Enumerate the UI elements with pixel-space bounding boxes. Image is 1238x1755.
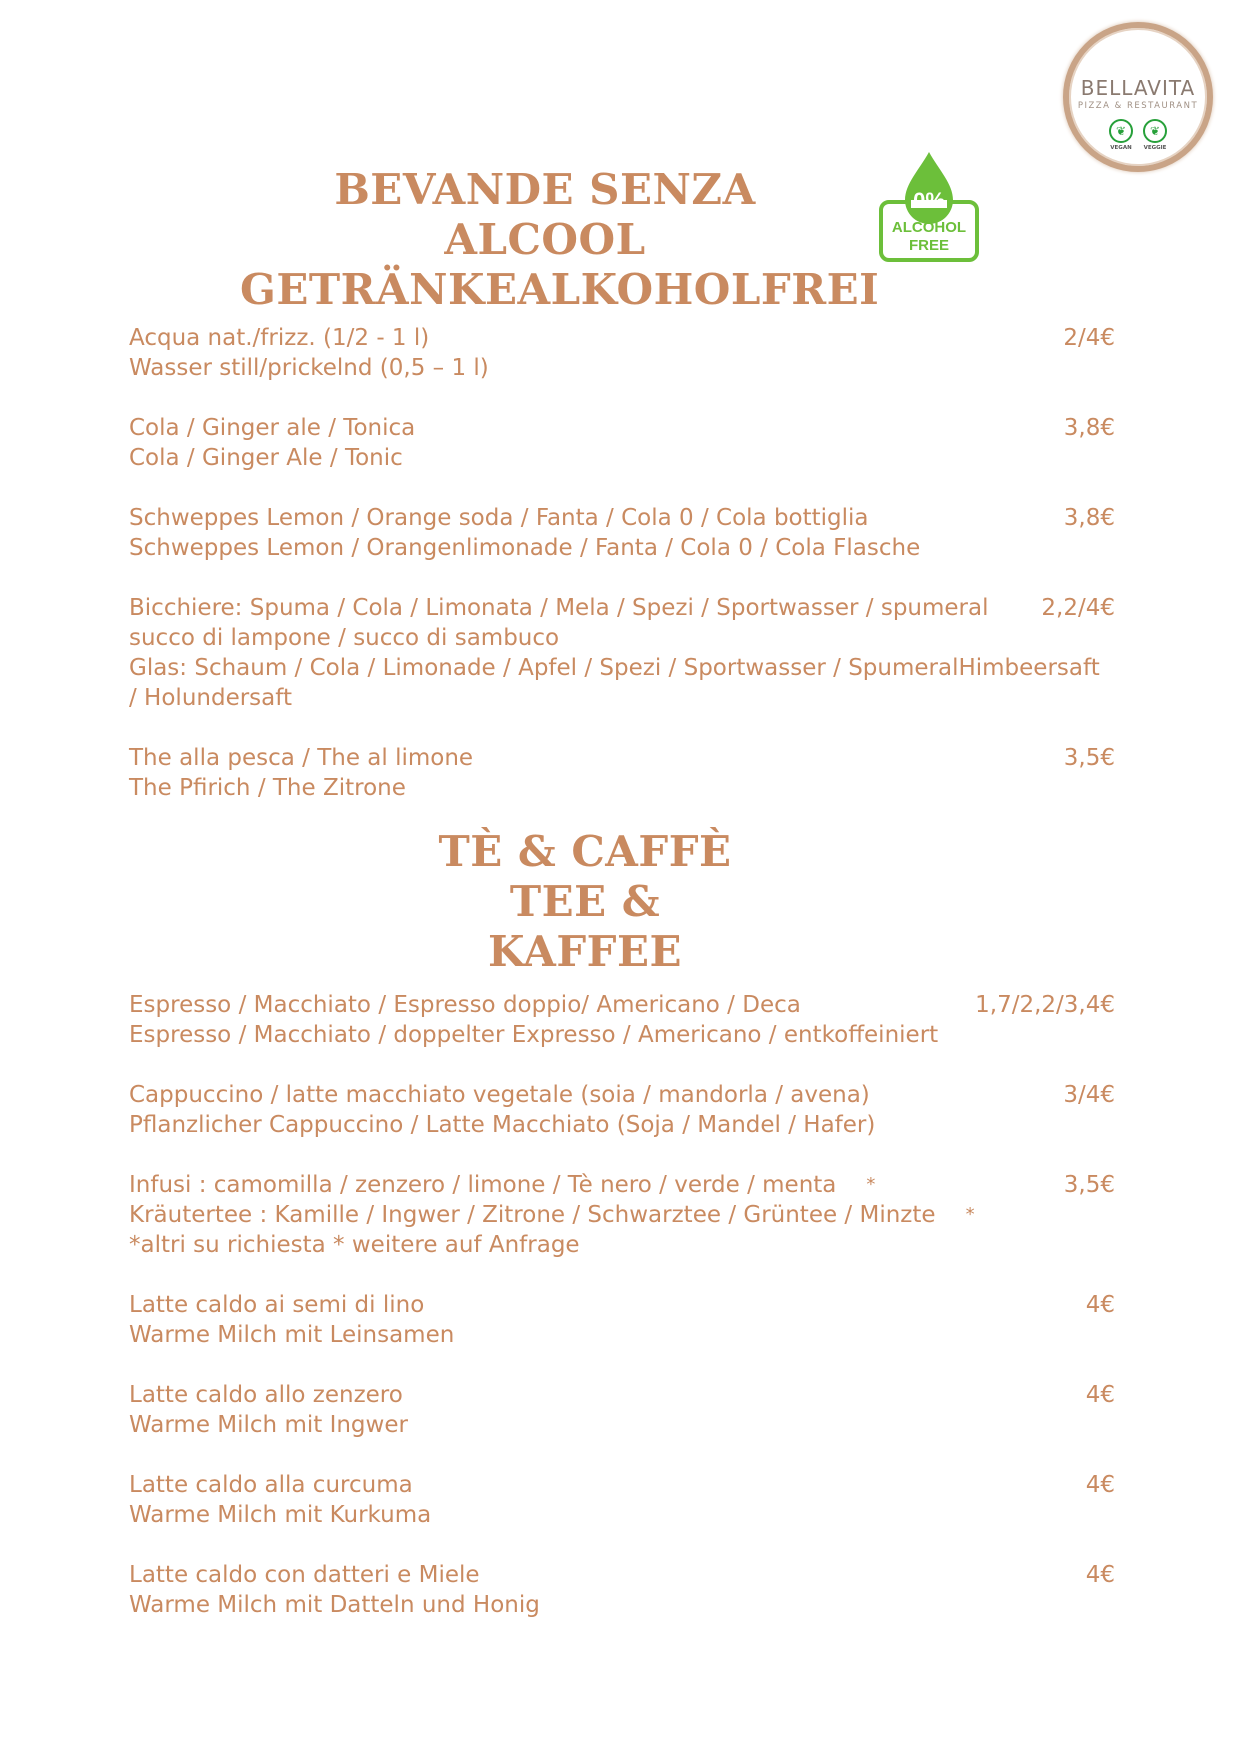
item-line-de: The Pfirich / The Zitrone [129,775,406,801]
item-price: 3,5€ [1063,1172,1115,1198]
item-line-it: Latte caldo con datteri e Miele [129,1562,480,1588]
menu-item [129,1560,1115,1620]
item-price: 3,8€ [1063,505,1115,531]
vegan-badge [1109,119,1133,151]
veggie-badge [1143,119,1167,151]
menu-item [129,1290,1115,1350]
vegan-label: VEGAN [1110,145,1132,151]
logo-subtitle: PIZZA & RESTAURANT [1077,101,1199,111]
item-line-it: Cappuccino / latte macchiato vegetale (soia / mandorla / avena) [129,1082,870,1108]
menu-item [129,743,1115,803]
title-german: TEE & KAFFEE [487,877,683,976]
title-german: GETRÄNKEALKOHOLFREI [240,265,880,314]
item-line-de: Warme Milch mit Datteln und Honig [129,1592,540,1618]
footnote-star: * [965,1204,975,1225]
tea-coffee-list [129,990,1115,1650]
item-line-de: Warme Milch mit Ingwer [129,1412,408,1438]
leaf-icon: ❦ [1109,119,1133,143]
section-title-tea-coffee [420,827,750,977]
item-text: Kräutertee : Kamille / Ingwer / Zitrone / Schwarztee / Grüntee / Minzte [129,1202,936,1228]
soft-drinks-list [129,323,1115,833]
badge-line2: FREE [908,237,950,254]
veggie-label: VEGGIE [1143,145,1167,151]
item-line-it: Bicchiere: Spuma / Cola / Limonata / Mela / Spezi / Sportwasser / spumeral [129,595,989,621]
menu-item [129,1080,1115,1140]
alcohol-free-icon [875,150,983,265]
item-line-it: Schweppes Lemon / Orange soda / Fanta / Cola 0 / Cola bottiglia [129,505,869,531]
item-price: 3/4€ [1063,1082,1115,1108]
leaf-icon: ❦ [1143,119,1167,143]
item-note: *altri su richiesta * weitere auf Anfrage [129,1232,580,1258]
item-line-it: Cola / Ginger ale / Tonica [129,415,416,441]
menu-item [129,413,1115,473]
badge-line1: ALCOHOL [891,219,967,236]
menu-item [129,1380,1115,1440]
item-line-de: Espresso / Macchiato / doppelter Expresso / Americano / entkoffeiniert [129,1022,939,1048]
item-line-de: / Holundersaft [129,685,292,711]
item-line-de: Warme Milch mit Leinsamen [129,1322,455,1348]
item-line-de: Pflanzlicher Cappuccino / Latte Macchiato (Soja / Mandel / Hafer) [129,1112,876,1138]
item-line-de: Warme Milch mit Kurkuma [129,1502,432,1528]
section-title-soft-drinks [240,165,880,315]
item-line-it: Latte caldo allo zenzero [129,1382,403,1408]
item-price: 4€ [1085,1382,1115,1408]
item-price: 4€ [1085,1292,1115,1318]
logo-name: BELLAVITA [1080,76,1196,100]
item-line-de: Cola / Ginger Ale / Tonic [129,445,403,471]
item-line-de: Wasser still/prickelnd (0,5 – 1 l) [129,355,489,381]
item-line-it: Acqua nat./frizz. (1/2 - 1 l) [129,325,430,351]
item-price: 3,5€ [1063,745,1115,771]
item-line-de [129,1200,1115,1230]
footnote-star: * [866,1174,876,1195]
item-text: Infusi : camomilla / zenzero / limone / Tè nero / verde / menta [129,1172,837,1198]
logo-badges [1069,119,1207,151]
item-line-it: The alla pesca / The al limone [129,745,474,771]
item-line-it: Latte caldo alla curcuma [129,1472,413,1498]
menu-item [129,503,1115,563]
item-line-de: Schweppes Lemon / Orangenlimonade / Fanta / Cola 0 / Cola Flasche [129,535,921,561]
item-line-de: Glas: Schaum / Cola / Limonade / Apfel / Spezi / Sportwasser / SpumeralHimbeersaft [129,655,1100,681]
alcohol-free-badge-graphic [875,150,983,265]
item-line-it: Latte caldo ai semi di lino [129,1292,425,1318]
item-price: 2/4€ [1063,325,1115,351]
restaurant-logo [1063,22,1213,172]
item-line-it: succo di lampone / succo di sambuco [129,625,560,651]
menu-item [129,593,1115,713]
menu-item [129,1170,1115,1260]
item-price: 4€ [1085,1472,1115,1498]
title-italian: TÈ & CAFFÈ [438,827,732,876]
item-line-it: Espresso / Macchiato / Espresso doppio/ Americano / Deca [129,992,801,1018]
item-price: 3,8€ [1063,415,1115,441]
title-italian: BEVANDE SENZA ALCOOL [334,165,756,264]
item-price: 1,7/2,2/3,4€ [975,992,1115,1018]
menu-item [129,990,1115,1050]
item-price: 2,2/4€ [1041,595,1115,621]
item-line-it [129,1170,1115,1200]
item-price: 4€ [1085,1562,1115,1588]
menu-item [129,1470,1115,1530]
menu-item [129,323,1115,383]
